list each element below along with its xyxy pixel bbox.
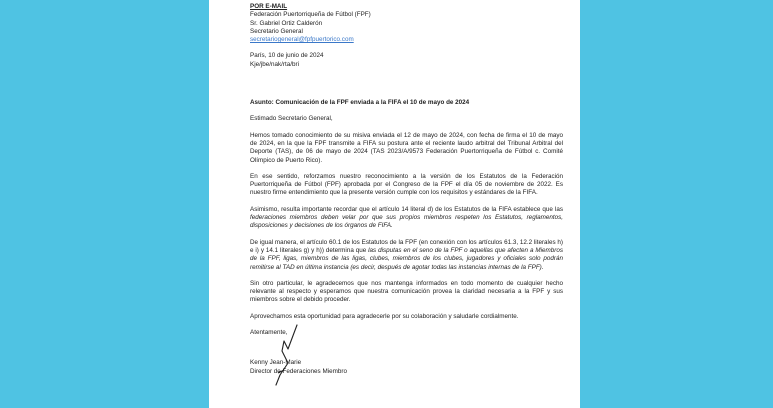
handwritten-signature-icon [270, 323, 310, 387]
signatory-name: Kenny Jean-Marie [250, 359, 302, 367]
paragraph-5: Sin otro particular, le agradecemos que nos mantenga informados en todo momento de cualquier hecho relevante al respecto y esperamos que nuestra comunicación provea la claridad necesaria a la FPF y sus miembros sobre el debido proceder. [250, 279, 563, 304]
recipient-organization: Federación Puertorriqueña de Fútbol (FPF) [250, 11, 371, 19]
salutation: Estimado Secretario General, [250, 115, 333, 123]
signatory-title: Director de Federaciones Miembro [250, 367, 347, 375]
paragraph-3-text: Asimismo, resulta importante recordar que el artículo 14 literal d) de los Estatutos de la FIFA establece que las [250, 205, 563, 213]
subject-line: Asunto: Comunicación de la FPF enviada a la FIFA el 10 de mayo de 2024 [250, 99, 470, 107]
letter-content [250, 0, 563, 376]
paragraph-4-quote: las disputas en el seno de la FPF o aquellas que afecten a Miembros de la FPF, ligas, miembros de las ligas, clubes, miembros de los clubes, jugadores y oficiales solo podrán remitirse al TAD en última instancia (es decir, después de agotar todas las instancias internas de la FPF). [250, 246, 563, 271]
recipient-title: Secretario General [250, 27, 303, 35]
paragraph-3-quote: federaciones miembros deben velar por que sus propios miembros respeten los Estatutos, reglamentos, disposiciones y decisiones de los órganos de FIFA. [250, 214, 563, 230]
letter-page [209, 0, 580, 408]
paragraph-4-text: De igual manera, el artículo 60.1 de los Estatutos de la FPF (en conexión con los artículos 61.3, 12.2 literales h) e i) y 14.1 literales g) y h)) determina que [250, 238, 563, 254]
paragraph-1: Hemos tomado conocimiento de su misiva enviada el 12 de mayo de 2024, con fecha de firma el 10 de mayo de 2024, en la que la FPF transmite a FIFA su postura ante el reciente laudo arbitral del Tribunal Arbitral del Deporte (TAS), de 06 de mayo de 2024 (TAS 2023/A/9573 Federación Puertorriqueña de Fútbol c. Comité Olímpico de Puerto Rico). [250, 131, 563, 164]
place-date: París, 10 de junio de 2024 [250, 52, 324, 60]
signature-block [250, 329, 563, 376]
paragraph-6: Aprovechamos esta oportunidad para agradecerle por su colaboración y saludarle cordialmente. [250, 312, 519, 320]
delivery-method: POR E-MAIL [250, 3, 288, 10]
paragraph-4 [250, 239, 563, 272]
recipient-email-link[interactable]: secretariogeneral@fpfpuertorico.com [250, 36, 354, 44]
paragraph-2: En ese sentido, reforzamos nuestro reconocimiento a la versión de los Estatutos de la Federación Puertorriqueña de Fútbol (FPF) aprobada por el Congreso de la FPF el día 05 de noviembre de 2022. Es nuestro firme entendimiento que la presente versión cumple con los requisitos y estándares de la FIFA. [250, 172, 563, 197]
paragraph-3 [250, 206, 563, 231]
closing: Atentamente, [250, 329, 288, 337]
reference-code: Kje/jbe/nak/rta/bri [250, 60, 300, 68]
recipient-name: Sr. Gabriel Ortiz Calderón [250, 19, 323, 27]
